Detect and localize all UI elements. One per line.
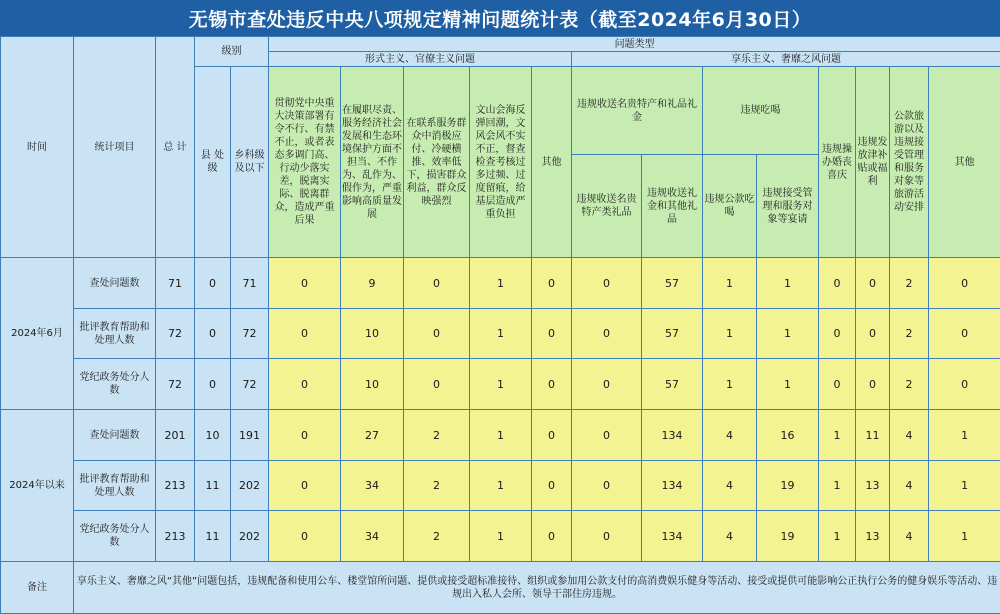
value-cell: 0 <box>856 309 890 359</box>
header-time: 时间 <box>1 37 74 258</box>
value-cell: 0 <box>572 461 642 511</box>
value-cell: 72 <box>156 309 195 359</box>
value-cell: 0 <box>572 359 642 410</box>
value-cell: 4 <box>890 511 929 562</box>
header-eating-public: 违规公款吃喝 <box>703 155 757 258</box>
value-cell: 0 <box>929 258 1000 309</box>
value-cell: 0 <box>269 461 341 511</box>
header-formalism-col: 在联系服务群众中消极应付、冷硬横推、效率低下，损害群众利益，群众反映强烈 <box>404 67 470 258</box>
header-hedonism-other: 其他 <box>929 67 1000 258</box>
row-label-cell: 查处问题数 <box>74 258 156 309</box>
row-label-cell: 查处问题数 <box>74 410 156 461</box>
value-cell: 0 <box>532 309 572 359</box>
value-cell: 1 <box>757 309 819 359</box>
value-cell: 27 <box>341 410 404 461</box>
value-cell: 134 <box>642 410 703 461</box>
value-cell: 71 <box>231 258 269 309</box>
value-cell: 0 <box>195 309 231 359</box>
value-cell: 1 <box>470 461 532 511</box>
value-cell: 1 <box>470 258 532 309</box>
value-cell: 213 <box>156 511 195 562</box>
value-cell: 72 <box>231 309 269 359</box>
value-cell: 0 <box>269 511 341 562</box>
header-level: 级别 <box>195 37 269 67</box>
value-cell: 0 <box>532 359 572 410</box>
header-formalism-col: 在履职尽责、服务经济社会发展和生态环境保护方面不担当、不作为、乱作为、假作为，严重影响高质量发展 <box>341 67 404 258</box>
table-row <box>1 461 1000 511</box>
value-cell: 1 <box>757 359 819 410</box>
header-gifts-cash: 违规收送礼金和其他礼品 <box>642 155 703 258</box>
value-cell: 2 <box>404 511 470 562</box>
value-cell: 0 <box>572 410 642 461</box>
header-gifts: 违规收送名贵特产和礼品礼金 <box>572 67 703 155</box>
value-cell: 202 <box>231 461 269 511</box>
header-formalism-col: 文山会海反弹回潮，文风会风不实不正，督查检查考核过多过频、过度留痕，给基层造成严重负担 <box>470 67 532 258</box>
header-county-level: 县 处级 <box>195 67 231 258</box>
value-cell: 57 <box>642 309 703 359</box>
value-cell: 134 <box>642 461 703 511</box>
value-cell: 2 <box>404 461 470 511</box>
period-cell: 2024年以来 <box>1 410 74 562</box>
value-cell: 202 <box>231 511 269 562</box>
value-cell: 1 <box>757 258 819 309</box>
header-travel: 公款旅游以及违规接受管理和服务对象等旅游活动安排 <box>890 67 929 258</box>
value-cell: 57 <box>642 258 703 309</box>
table-row <box>1 410 1000 461</box>
value-cell: 2 <box>890 359 929 410</box>
value-cell: 16 <box>757 410 819 461</box>
period-cell: 2024年6月 <box>1 258 74 410</box>
header-formalism: 形式主义、官僚主义问题 <box>269 52 572 67</box>
value-cell: 1 <box>819 511 856 562</box>
value-cell: 4 <box>703 410 757 461</box>
note-text: 享乐主义、奢靡之风“其他”问题包括，违规配备和使用公车、楼堂馆所问题、提供或接受超标准接待、组织或参加用公款支付的高消费娱乐健身等活动、接受或提供可能影响公正执行公务的健身娱乐等活动、违规出入私人会所、领导干部住房违规。 <box>74 562 1000 614</box>
value-cell: 71 <box>156 258 195 309</box>
value-cell: 0 <box>269 309 341 359</box>
row-label-cell: 党纪政务处分人数 <box>74 511 156 562</box>
table-row <box>1 309 1000 359</box>
row-label-cell: 批评教育帮助和处理人数 <box>74 461 156 511</box>
value-cell: 0 <box>819 309 856 359</box>
value-cell: 0 <box>404 258 470 309</box>
value-cell: 0 <box>819 359 856 410</box>
value-cell: 11 <box>195 511 231 562</box>
value-cell: 19 <box>757 461 819 511</box>
value-cell: 11 <box>195 461 231 511</box>
value-cell: 4 <box>890 410 929 461</box>
value-cell: 0 <box>195 359 231 410</box>
value-cell: 1 <box>470 410 532 461</box>
value-cell: 0 <box>269 410 341 461</box>
value-cell: 13 <box>856 511 890 562</box>
value-cell: 2 <box>890 309 929 359</box>
value-cell: 72 <box>156 359 195 410</box>
value-cell: 0 <box>929 359 1000 410</box>
row-label-cell: 党纪政务处分人数 <box>74 359 156 410</box>
header-formalism-other: 其他 <box>532 67 572 258</box>
value-cell: 0 <box>532 461 572 511</box>
header-problem-type: 问题类型 <box>269 37 1000 52</box>
value-cell: 4 <box>703 511 757 562</box>
header-formalism-col: 贯彻党中央重大决策部署有令不行、有禁不止，或者表态多调门高、行动少落实差，脱离实际、脱离群众，造成严重后果 <box>269 67 341 258</box>
value-cell: 1 <box>929 461 1000 511</box>
value-cell: 1 <box>819 461 856 511</box>
header-total: 总 计 <box>156 37 195 258</box>
value-cell: 34 <box>341 511 404 562</box>
value-cell: 9 <box>341 258 404 309</box>
value-cell: 1 <box>819 410 856 461</box>
value-cell: 0 <box>404 359 470 410</box>
value-cell: 13 <box>856 461 890 511</box>
value-cell: 201 <box>156 410 195 461</box>
value-cell: 1 <box>470 359 532 410</box>
value-cell: 1 <box>470 309 532 359</box>
value-cell: 10 <box>195 410 231 461</box>
value-cell: 2 <box>890 258 929 309</box>
value-cell: 10 <box>341 309 404 359</box>
value-cell: 1 <box>929 511 1000 562</box>
header-township-level: 乡科级及以下 <box>231 67 269 258</box>
value-cell: 10 <box>341 359 404 410</box>
header-subsidy: 违规发放津补贴或福利 <box>856 67 890 258</box>
table-row <box>1 359 1000 410</box>
header-eating-banquet: 违规接受管理和服务对象等宴请 <box>757 155 819 258</box>
value-cell: 0 <box>819 258 856 309</box>
table-row <box>1 258 1000 309</box>
value-cell: 0 <box>269 258 341 309</box>
value-cell: 57 <box>642 359 703 410</box>
value-cell: 134 <box>642 511 703 562</box>
value-cell: 213 <box>156 461 195 511</box>
value-cell: 0 <box>856 258 890 309</box>
value-cell: 2 <box>404 410 470 461</box>
header-wedding: 违规操办婚丧喜庆 <box>819 67 856 258</box>
header-eating: 违规吃喝 <box>703 67 819 155</box>
row-label-cell: 批评教育帮助和处理人数 <box>74 309 156 359</box>
value-cell: 0 <box>532 511 572 562</box>
value-cell: 0 <box>929 309 1000 359</box>
header-gifts-specialty: 违规收送名贵特产类礼品 <box>572 155 642 258</box>
value-cell: 11 <box>856 410 890 461</box>
value-cell: 0 <box>404 309 470 359</box>
value-cell: 0 <box>572 511 642 562</box>
note-row <box>1 562 1000 614</box>
value-cell: 0 <box>269 359 341 410</box>
value-cell: 0 <box>532 410 572 461</box>
statistics-table <box>0 36 1000 614</box>
value-cell: 0 <box>856 359 890 410</box>
value-cell: 1 <box>703 309 757 359</box>
value-cell: 1 <box>703 359 757 410</box>
value-cell: 4 <box>890 461 929 511</box>
value-cell: 0 <box>195 258 231 309</box>
value-cell: 4 <box>703 461 757 511</box>
value-cell: 34 <box>341 461 404 511</box>
value-cell: 1 <box>470 511 532 562</box>
value-cell: 19 <box>757 511 819 562</box>
header-hedonism: 享乐主义、奢靡之风问题 <box>572 52 1000 67</box>
value-cell: 0 <box>572 309 642 359</box>
table-row <box>1 511 1000 562</box>
value-cell: 0 <box>572 258 642 309</box>
value-cell: 1 <box>929 410 1000 461</box>
header-item: 统计项目 <box>74 37 156 258</box>
value-cell: 0 <box>532 258 572 309</box>
value-cell: 191 <box>231 410 269 461</box>
value-cell: 1 <box>703 258 757 309</box>
page-title: 无锡市查处违反中央八项规定精神问题统计表（截至2024年6月30日） <box>0 0 1000 36</box>
note-label: 备注 <box>1 562 74 614</box>
value-cell: 72 <box>231 359 269 410</box>
